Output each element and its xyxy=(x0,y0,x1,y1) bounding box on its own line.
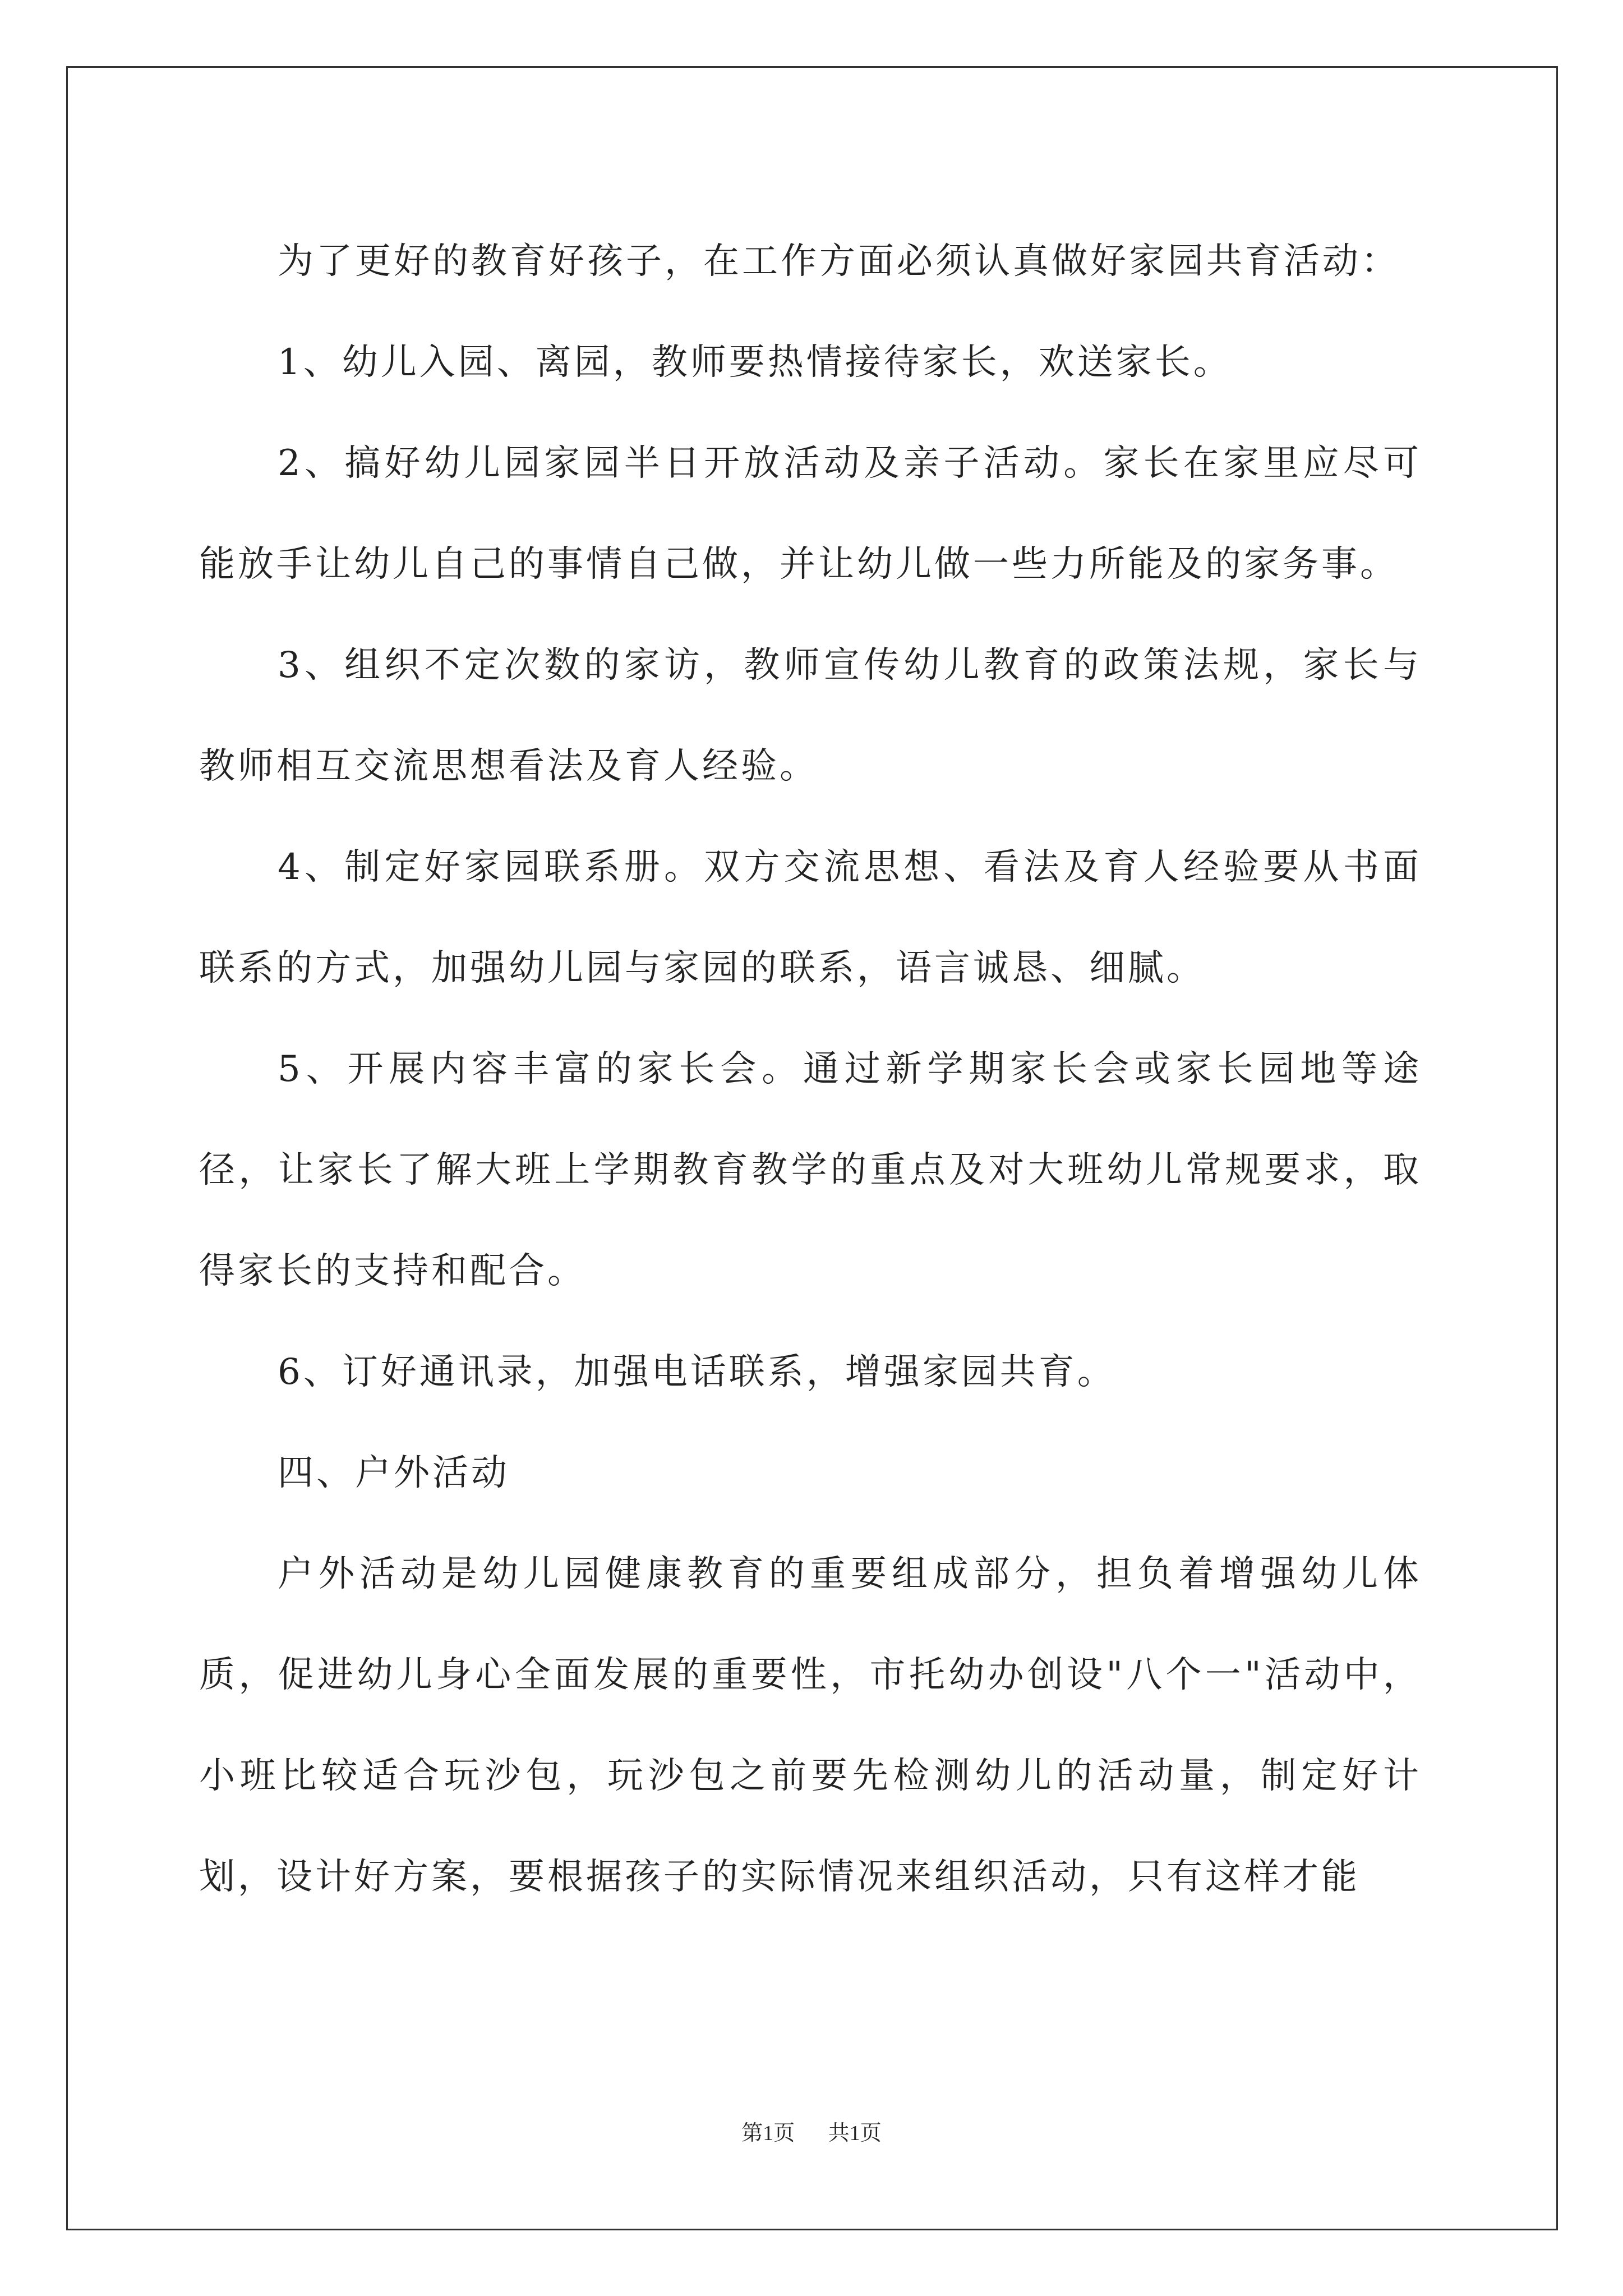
paragraph-outdoor: 户外活动是幼儿园健康教育的重要组成部分，担负着增强幼儿体质，促进幼儿身心全面发展的重要性，市托幼办创设"八个一"活动中，小班比较适合玩沙包，玩沙包之前要先检测幼儿的活动量，制定好计划，设计好方案，要根据孩子的实际情况来组织活动，只有这样才能 xyxy=(199,1553,1422,1898)
paragraph-item-1: 1、幼儿入园、离园，教师要热情接待家长，欢送家长。 xyxy=(278,342,1232,383)
paragraph-item-4: 4、制定好家园联系册。双方交流思想、看法及育人经验要从书面联系的方式，加强幼儿园与家园的联系，语言诚恳、细腻。 xyxy=(199,846,1422,989)
document-body xyxy=(199,211,1422,1927)
page-number: 第1页 xyxy=(741,2122,795,2145)
page-total: 共1页 xyxy=(828,2122,882,2145)
paragraph-intro: 为了更好的教育好孩子，在工作方面必须认真做好家园共育活动： xyxy=(278,241,1400,282)
paragraph-item-3: 3、组织不定次数的家访，教师宣传幼儿教育的政策法规，家长与教师相互交流思想看法及育人经验。 xyxy=(199,645,1422,787)
paragraph-item-2: 2、搞好幼儿园家园半日开放活动及亲子活动。家长在家里应尽可能放手让幼儿自己的事情自己做，并让幼儿做一些力所能及的家务事。 xyxy=(199,443,1422,585)
section-heading-outdoor: 四、户外活动 xyxy=(278,1452,510,1494)
paragraph-item-5: 5、开展内容丰富的家长会。通过新学期家长会或家长园地等途径，让家长了解大班上学期教育教学的重点及对大班幼儿常规要求，取得家长的支持和配合。 xyxy=(199,1048,1422,1292)
paragraph-item-6: 6、订好通讯录，加强电话联系，增强家园共育。 xyxy=(278,1351,1116,1393)
page-footer xyxy=(0,2119,1623,2147)
